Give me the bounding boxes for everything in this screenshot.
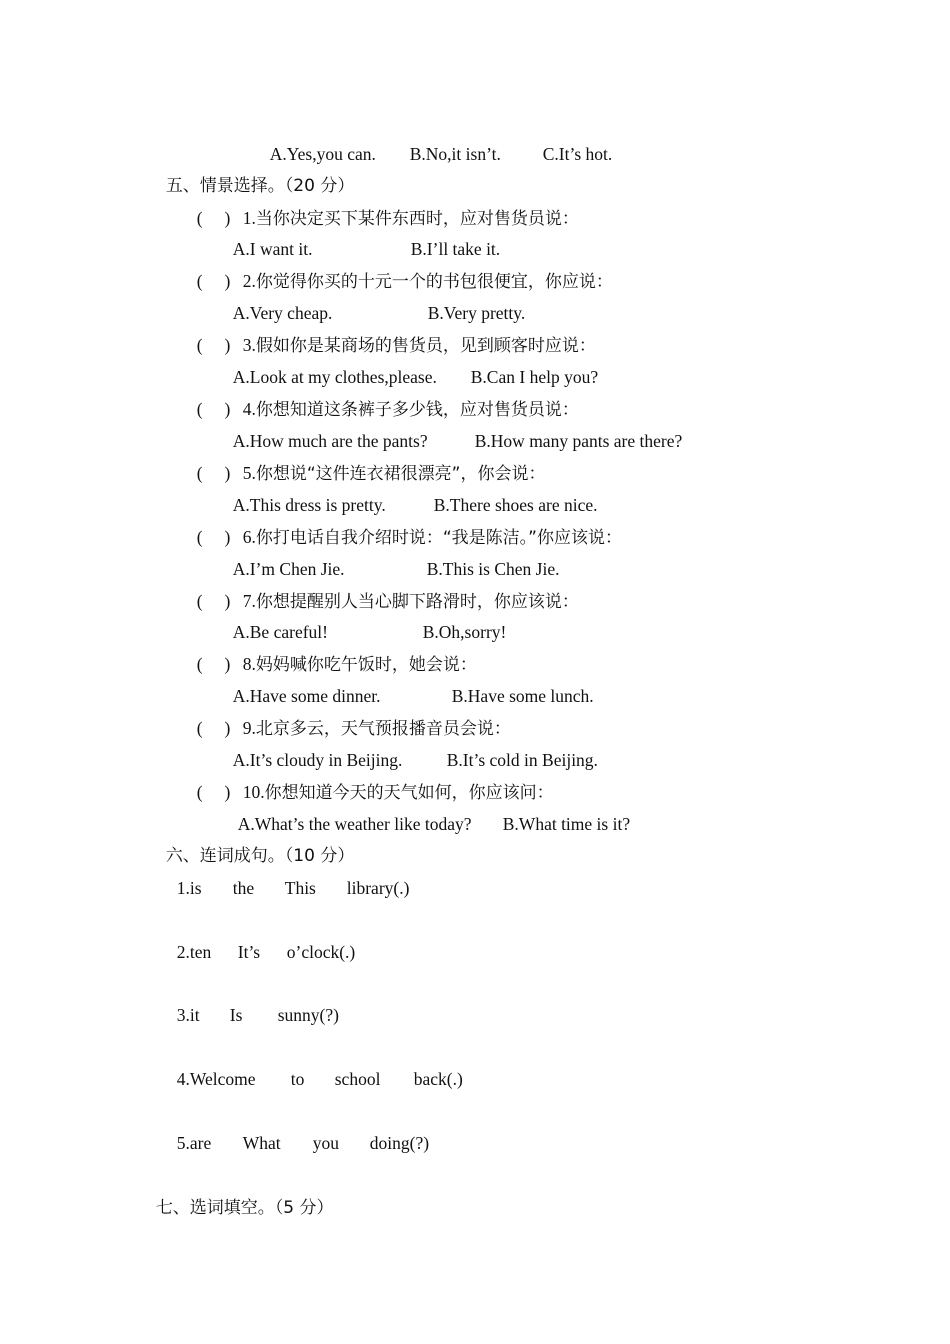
option-b: B.Can I help you?	[470, 367, 599, 387]
question-number: 9.	[242, 718, 256, 738]
question-text: 假如你是某商场的售货员，见到顾客时应说：	[255, 336, 596, 356]
question-number: 6.	[242, 527, 256, 547]
option-b: B.I’ll take it.	[410, 239, 501, 259]
word: What	[242, 1133, 281, 1153]
scrambled-sentence-4	[168, 1046, 463, 1090]
question-text: 妈妈喊你吃午饭时，她会说：	[255, 655, 477, 675]
option-a: A.This dress is pretty.	[232, 495, 386, 515]
section-seven-score: （5 分）	[274, 1198, 334, 1218]
question-number: 10.	[242, 782, 265, 802]
question-number: 2.	[242, 271, 256, 291]
option-a: A.It’s cloudy in Beijing.	[232, 750, 403, 770]
word: This	[284, 878, 316, 898]
section-five-score: （20 分）	[284, 176, 355, 196]
answer-blank[interactable]: ( )	[196, 208, 231, 228]
option-b: B.Oh,sorry!	[422, 622, 507, 642]
word: 4.Welcome	[176, 1069, 256, 1089]
option-a: A.I want it.	[232, 239, 313, 259]
question-number: 4.	[242, 399, 256, 419]
section-seven-title: 七、选词填空。	[155, 1198, 275, 1218]
option-c: C.It’s hot.	[542, 144, 613, 164]
option-a: A.What’s the weather like today?	[237, 814, 472, 834]
option-b: B.Very pretty.	[427, 303, 526, 323]
scrambled-sentence-5	[168, 1110, 429, 1154]
question-text: 你觉得你买的十元一个的书包很便宜，你应说：	[255, 272, 613, 292]
option-a: A.Look at my clothes,please.	[232, 367, 437, 387]
option-a: A.I’m Chen Jie.	[232, 559, 345, 579]
word: Is	[229, 1005, 243, 1025]
question-number: 1.	[242, 208, 256, 228]
question-text: 你想提醒别人当心脚下路滑时，你应该说：	[255, 592, 579, 612]
word: library(.)	[346, 878, 410, 898]
word: 5.are	[176, 1133, 212, 1153]
option-a: A.Very cheap.	[232, 303, 333, 323]
option-b: B.There shoes are nice.	[433, 495, 598, 515]
option-b: B.It’s cold in Beijing.	[446, 750, 598, 770]
scrambled-sentence-1	[168, 855, 409, 899]
word: you	[312, 1133, 339, 1153]
word: to	[290, 1069, 305, 1089]
answer-blank[interactable]: ( )	[196, 463, 231, 483]
word: 3.it	[176, 1005, 200, 1025]
word: school	[334, 1069, 381, 1089]
option-b: B.How many pants are there?	[474, 431, 683, 451]
question-text: 你想知道今天的天气如何，你应该问：	[264, 783, 554, 803]
answer-blank[interactable]: ( )	[196, 527, 231, 547]
section-six-score: （10 分）	[284, 846, 355, 866]
word: It’s	[237, 942, 261, 962]
word: o’clock(.)	[286, 942, 356, 962]
option-b: B.Have some lunch.	[451, 686, 594, 706]
section-six-title: 六、连词成句。	[165, 846, 285, 866]
word: doing(?)	[369, 1133, 430, 1153]
answer-blank[interactable]: ( )	[196, 782, 231, 802]
question-text: 你想知道这条裤子多少钱，应对售货员说：	[255, 400, 579, 420]
section-seven-heading	[145, 1175, 334, 1219]
word: the	[232, 878, 255, 898]
answer-blank[interactable]: ( )	[196, 335, 231, 355]
section-five-title: 五、情景选择。	[165, 176, 285, 196]
option-a: A.Have some dinner.	[232, 686, 381, 706]
scrambled-sentence-2	[168, 919, 355, 963]
question-text: 你打电话自我介绍时说：“我是陈洁。”你应该说：	[255, 528, 622, 548]
word: back(.)	[413, 1069, 463, 1089]
question-text: 北京多云，天气预报播音员会说：	[255, 719, 511, 739]
word: 2.ten	[176, 942, 212, 962]
option-b: B.This is Chen Jie.	[426, 559, 560, 579]
scrambled-sentence-3	[168, 982, 339, 1026]
question-number: 8.	[242, 654, 256, 674]
question-number: 5.	[242, 463, 256, 483]
option-b: B.What time is it?	[502, 814, 631, 834]
question-number: 3.	[242, 335, 256, 355]
word: sunny(?)	[277, 1005, 339, 1025]
option-a: A.Be careful!	[232, 622, 328, 642]
option-a: A.How much are the pants?	[232, 431, 428, 451]
option-b: B.No,it isn’t.	[409, 144, 501, 164]
question-text: 当你决定买下某件东西时，应对售货员说：	[255, 209, 579, 229]
option-a: A.Yes,you can.	[269, 144, 376, 164]
answer-blank[interactable]: ( )	[196, 591, 231, 611]
word: 1.is	[176, 878, 202, 898]
answer-blank[interactable]: ( )	[196, 718, 231, 738]
answer-blank[interactable]: ( )	[196, 654, 231, 674]
question-number: 7.	[242, 591, 256, 611]
answer-blank[interactable]: ( )	[196, 271, 231, 291]
question-text: 你想说“这件连衣裙很漂亮”，你会说：	[255, 464, 546, 484]
answer-blank[interactable]: ( )	[196, 399, 231, 419]
